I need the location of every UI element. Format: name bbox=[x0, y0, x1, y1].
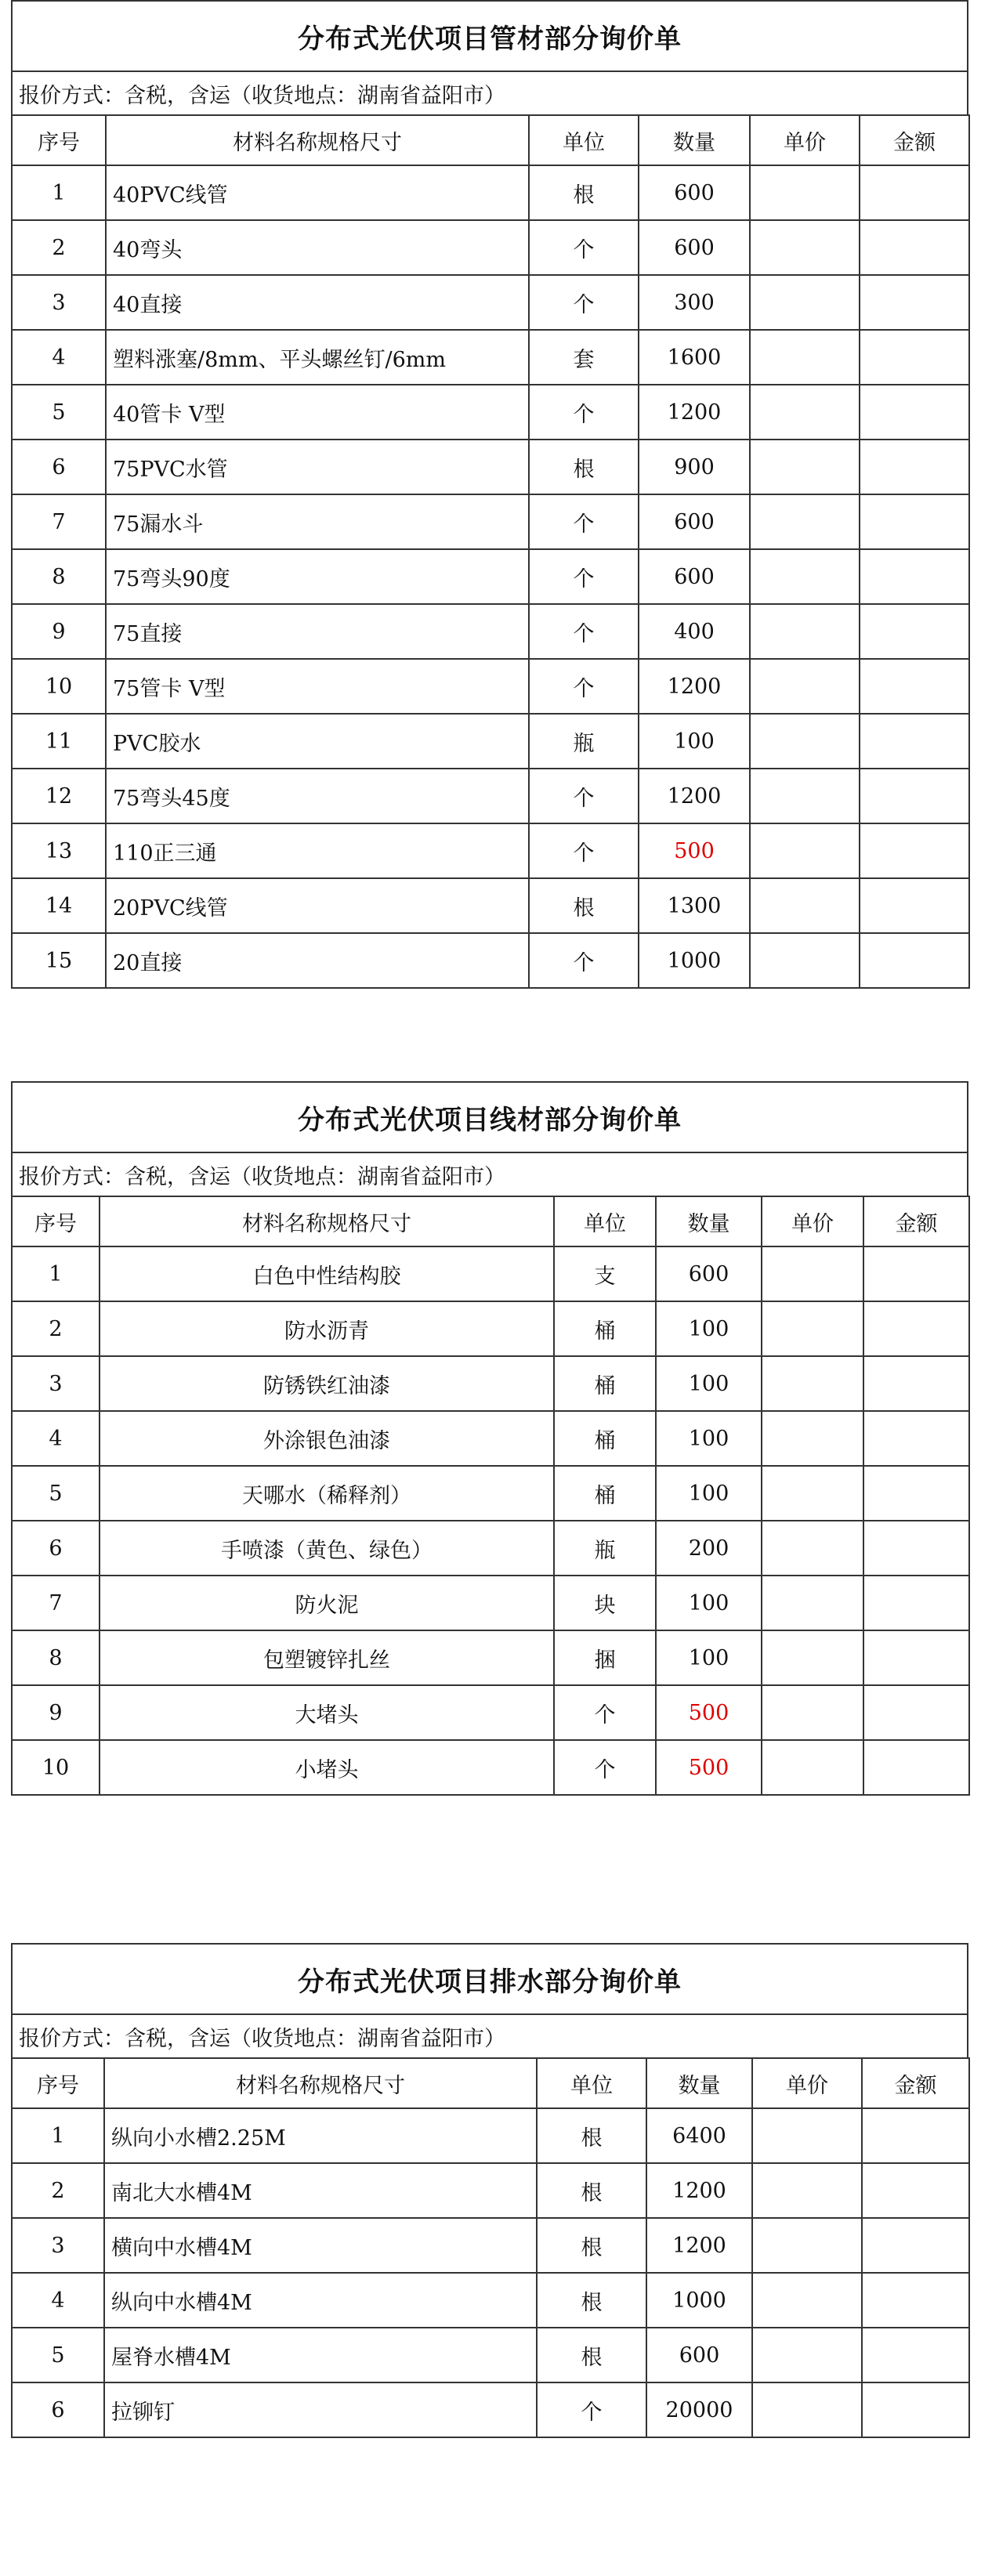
row-price bbox=[750, 769, 860, 823]
row-name: 防水沥青 bbox=[100, 1301, 554, 1356]
header-no: 序号 bbox=[12, 115, 106, 165]
row-price bbox=[750, 330, 860, 385]
wire-inquiry-sheet bbox=[11, 1081, 968, 1796]
row-qty: 1000 bbox=[646, 2273, 752, 2328]
row-no: 3 bbox=[12, 1356, 100, 1411]
row-price bbox=[750, 494, 860, 549]
row-qty: 1000 bbox=[639, 933, 750, 988]
row-qty: 20000 bbox=[646, 2382, 752, 2437]
row-amount bbox=[860, 385, 969, 440]
row-no: 2 bbox=[12, 1301, 100, 1356]
row-qty: 600 bbox=[656, 1246, 762, 1301]
row-amount bbox=[860, 440, 969, 494]
row-price bbox=[752, 2218, 862, 2273]
row-unit: 桶 bbox=[554, 1301, 656, 1356]
table-row bbox=[12, 440, 969, 494]
row-qty: 100 bbox=[656, 1630, 762, 1685]
row-qty: 1600 bbox=[639, 330, 750, 385]
table-row bbox=[12, 1576, 969, 1630]
row-amount bbox=[862, 2163, 969, 2218]
table-row bbox=[12, 714, 969, 769]
row-price bbox=[762, 1685, 863, 1740]
row-price bbox=[750, 385, 860, 440]
row-price bbox=[762, 1411, 863, 1466]
row-price bbox=[762, 1301, 863, 1356]
row-name: 40直接 bbox=[106, 275, 529, 330]
row-amount bbox=[860, 494, 969, 549]
row-name: 塑料涨塞/8mm、平头螺丝钉/6mm bbox=[106, 330, 529, 385]
row-unit: 根 bbox=[529, 440, 639, 494]
row-amount bbox=[860, 220, 969, 275]
row-name: 75管卡 V型 bbox=[106, 659, 529, 714]
table-row bbox=[12, 330, 969, 385]
table-row bbox=[12, 1740, 969, 1795]
row-amount bbox=[863, 1576, 969, 1630]
row-unit: 根 bbox=[537, 2273, 646, 2328]
row-name: 包塑镀锌扎丝 bbox=[100, 1630, 554, 1685]
row-price bbox=[762, 1246, 863, 1301]
row-no: 3 bbox=[12, 275, 106, 330]
row-unit: 个 bbox=[529, 769, 639, 823]
row-price bbox=[752, 2108, 862, 2163]
row-unit: 瓶 bbox=[529, 714, 639, 769]
table-row bbox=[12, 659, 969, 714]
row-qty: 100 bbox=[656, 1356, 762, 1411]
row-no: 2 bbox=[12, 220, 106, 275]
row-price bbox=[762, 1466, 863, 1521]
row-name: 白色中性结构胶 bbox=[100, 1246, 554, 1301]
sheet-title: 分布式光伏项目管材部分询价单 bbox=[11, 0, 968, 71]
row-price bbox=[762, 1521, 863, 1576]
table-row bbox=[12, 2108, 969, 2163]
row-amount bbox=[860, 330, 969, 385]
table-header-row bbox=[12, 115, 969, 165]
quote-terms: 报价方式：含税，含运（收货地点：湖南省益阳市） bbox=[11, 1152, 968, 1196]
row-amount bbox=[860, 275, 969, 330]
table-row bbox=[12, 1301, 969, 1356]
row-amount bbox=[860, 714, 969, 769]
row-qty: 600 bbox=[646, 2328, 752, 2382]
row-amount bbox=[860, 549, 969, 604]
table-row bbox=[12, 933, 969, 988]
row-no: 5 bbox=[12, 2328, 104, 2382]
row-qty: 600 bbox=[639, 220, 750, 275]
row-no: 5 bbox=[12, 385, 106, 440]
row-no: 7 bbox=[12, 494, 106, 549]
row-name: 110正三通 bbox=[106, 823, 529, 878]
row-qty: 1300 bbox=[639, 878, 750, 933]
table-header-row bbox=[12, 1196, 969, 1246]
row-no: 9 bbox=[12, 1685, 100, 1740]
table-row bbox=[12, 275, 969, 330]
row-price bbox=[752, 2273, 862, 2328]
row-qty: 100 bbox=[656, 1411, 762, 1466]
table-row bbox=[12, 494, 969, 549]
header-no: 序号 bbox=[12, 2058, 104, 2108]
row-unit: 个 bbox=[529, 604, 639, 659]
row-no: 13 bbox=[12, 823, 106, 878]
header-name: 材料名称规格尺寸 bbox=[106, 115, 529, 165]
row-unit: 根 bbox=[537, 2108, 646, 2163]
table-row bbox=[12, 1411, 969, 1466]
header-name: 材料名称规格尺寸 bbox=[100, 1196, 554, 1246]
row-no: 10 bbox=[12, 659, 106, 714]
row-qty: 1200 bbox=[639, 659, 750, 714]
row-qty: 600 bbox=[639, 165, 750, 220]
table-row bbox=[12, 1466, 969, 1521]
row-unit: 个 bbox=[529, 823, 639, 878]
quote-terms: 报价方式：含税，含运（收货地点：湖南省益阳市） bbox=[11, 2013, 968, 2057]
row-amount bbox=[860, 878, 969, 933]
row-unit: 个 bbox=[529, 220, 639, 275]
row-price bbox=[750, 659, 860, 714]
pipe-table bbox=[11, 114, 970, 989]
row-no: 3 bbox=[12, 2218, 104, 2273]
row-price bbox=[750, 165, 860, 220]
table-row bbox=[12, 604, 969, 659]
row-name: 20直接 bbox=[106, 933, 529, 988]
row-name: 防锈铁红油漆 bbox=[100, 1356, 554, 1411]
table-row bbox=[12, 2218, 969, 2273]
row-qty: 500 bbox=[639, 823, 750, 878]
row-no: 7 bbox=[12, 1576, 100, 1630]
row-qty: 500 bbox=[656, 1740, 762, 1795]
header-qty: 数量 bbox=[639, 115, 750, 165]
header-unit: 单位 bbox=[529, 115, 639, 165]
row-no: 4 bbox=[12, 330, 106, 385]
table-row bbox=[12, 1246, 969, 1301]
row-no: 14 bbox=[12, 878, 106, 933]
row-no: 4 bbox=[12, 1411, 100, 1466]
row-unit: 个 bbox=[529, 494, 639, 549]
row-amount bbox=[863, 1356, 969, 1411]
row-name: 75弯头90度 bbox=[106, 549, 529, 604]
row-no: 8 bbox=[12, 549, 106, 604]
sheet-title: 分布式光伏项目线材部分询价单 bbox=[11, 1081, 968, 1152]
row-no: 1 bbox=[12, 2108, 104, 2163]
row-unit: 个 bbox=[529, 933, 639, 988]
row-amount bbox=[863, 1246, 969, 1301]
row-qty: 100 bbox=[656, 1301, 762, 1356]
row-unit: 个 bbox=[537, 2382, 646, 2437]
row-price bbox=[762, 1740, 863, 1795]
table-body bbox=[12, 1246, 969, 1795]
header-no: 序号 bbox=[12, 1196, 100, 1246]
header-unit: 单位 bbox=[537, 2058, 646, 2108]
header-price: 单价 bbox=[762, 1196, 863, 1246]
wire-table bbox=[11, 1196, 970, 1796]
header-amount: 金额 bbox=[862, 2058, 969, 2108]
row-name: 拉铆钉 bbox=[104, 2382, 537, 2437]
row-name: 手喷漆（黄色、绿色） bbox=[100, 1521, 554, 1576]
row-unit: 个 bbox=[554, 1740, 656, 1795]
row-no: 2 bbox=[12, 2163, 104, 2218]
row-name: 防火泥 bbox=[100, 1576, 554, 1630]
row-price bbox=[750, 220, 860, 275]
row-amount bbox=[863, 1411, 969, 1466]
row-name: 大堵头 bbox=[100, 1685, 554, 1740]
row-name: 40PVC线管 bbox=[106, 165, 529, 220]
row-qty: 1200 bbox=[646, 2163, 752, 2218]
row-unit: 个 bbox=[529, 385, 639, 440]
table-row bbox=[12, 1356, 969, 1411]
row-qty: 100 bbox=[639, 714, 750, 769]
header-amount: 金额 bbox=[860, 115, 969, 165]
header-amount: 金额 bbox=[863, 1196, 969, 1246]
row-amount bbox=[862, 2273, 969, 2328]
row-name: 40弯头 bbox=[106, 220, 529, 275]
row-price bbox=[750, 549, 860, 604]
row-name: 小堵头 bbox=[100, 1740, 554, 1795]
header-qty: 数量 bbox=[646, 2058, 752, 2108]
row-amount bbox=[863, 1466, 969, 1521]
row-amount bbox=[863, 1301, 969, 1356]
row-qty: 1200 bbox=[639, 385, 750, 440]
row-amount bbox=[862, 2218, 969, 2273]
row-unit: 根 bbox=[537, 2328, 646, 2382]
drainage-table bbox=[11, 2057, 970, 2438]
table-row bbox=[12, 2273, 969, 2328]
row-qty: 1200 bbox=[639, 769, 750, 823]
table-row bbox=[12, 2328, 969, 2382]
row-no: 6 bbox=[12, 440, 106, 494]
table-body bbox=[12, 2108, 969, 2437]
row-no: 11 bbox=[12, 714, 106, 769]
row-unit: 套 bbox=[529, 330, 639, 385]
row-price bbox=[750, 275, 860, 330]
row-amount bbox=[862, 2382, 969, 2437]
row-no: 5 bbox=[12, 1466, 100, 1521]
row-name: 75PVC水管 bbox=[106, 440, 529, 494]
row-price bbox=[762, 1630, 863, 1685]
row-qty: 200 bbox=[656, 1521, 762, 1576]
row-qty: 600 bbox=[639, 549, 750, 604]
row-name: 南北大水槽4M bbox=[104, 2163, 537, 2218]
table-row bbox=[12, 1630, 969, 1685]
row-qty: 100 bbox=[656, 1466, 762, 1521]
row-amount bbox=[860, 165, 969, 220]
row-name: 40管卡 V型 bbox=[106, 385, 529, 440]
row-price bbox=[750, 933, 860, 988]
header-unit: 单位 bbox=[554, 1196, 656, 1246]
row-no: 8 bbox=[12, 1630, 100, 1685]
table-row bbox=[12, 385, 969, 440]
row-name: 纵向小水槽2.25M bbox=[104, 2108, 537, 2163]
row-price bbox=[750, 714, 860, 769]
row-amount bbox=[863, 1685, 969, 1740]
row-qty: 500 bbox=[656, 1685, 762, 1740]
row-unit: 桶 bbox=[554, 1356, 656, 1411]
row-no: 6 bbox=[12, 1521, 100, 1576]
row-name: 横向中水槽4M bbox=[104, 2218, 537, 2273]
table-row bbox=[12, 220, 969, 275]
row-amount bbox=[860, 769, 969, 823]
row-name: 75直接 bbox=[106, 604, 529, 659]
row-price bbox=[752, 2163, 862, 2218]
header-name: 材料名称规格尺寸 bbox=[104, 2058, 537, 2108]
table-row bbox=[12, 823, 969, 878]
row-qty: 6400 bbox=[646, 2108, 752, 2163]
table-header-row bbox=[12, 2058, 969, 2108]
row-name: 20PVC线管 bbox=[106, 878, 529, 933]
row-price bbox=[750, 823, 860, 878]
row-no: 4 bbox=[12, 2273, 104, 2328]
header-price: 单价 bbox=[752, 2058, 862, 2108]
row-unit: 根 bbox=[537, 2218, 646, 2273]
row-unit: 支 bbox=[554, 1246, 656, 1301]
row-unit: 根 bbox=[529, 165, 639, 220]
row-name: PVC胶水 bbox=[106, 714, 529, 769]
row-amount bbox=[863, 1740, 969, 1795]
row-price bbox=[750, 604, 860, 659]
drainage-inquiry-sheet bbox=[11, 1943, 968, 2438]
row-unit: 桶 bbox=[554, 1466, 656, 1521]
table-body bbox=[12, 165, 969, 988]
row-no: 12 bbox=[12, 769, 106, 823]
header-qty: 数量 bbox=[656, 1196, 762, 1246]
table-row bbox=[12, 2163, 969, 2218]
row-no: 10 bbox=[12, 1740, 100, 1795]
row-amount bbox=[863, 1630, 969, 1685]
row-price bbox=[752, 2328, 862, 2382]
row-qty: 100 bbox=[656, 1576, 762, 1630]
row-unit: 块 bbox=[554, 1576, 656, 1630]
row-name: 75漏水斗 bbox=[106, 494, 529, 549]
row-qty: 900 bbox=[639, 440, 750, 494]
header-price: 单价 bbox=[750, 115, 860, 165]
row-qty: 300 bbox=[639, 275, 750, 330]
row-name: 屋脊水槽4M bbox=[104, 2328, 537, 2382]
row-unit: 捆 bbox=[554, 1630, 656, 1685]
row-amount bbox=[863, 1521, 969, 1576]
row-amount bbox=[860, 604, 969, 659]
row-unit: 桶 bbox=[554, 1411, 656, 1466]
table-row bbox=[12, 549, 969, 604]
table-row bbox=[12, 1685, 969, 1740]
row-unit: 根 bbox=[529, 878, 639, 933]
row-amount bbox=[860, 823, 969, 878]
row-unit: 个 bbox=[554, 1685, 656, 1740]
row-unit: 个 bbox=[529, 659, 639, 714]
row-name: 天哪水（稀释剂） bbox=[100, 1466, 554, 1521]
row-unit: 根 bbox=[537, 2163, 646, 2218]
row-unit: 个 bbox=[529, 275, 639, 330]
row-price bbox=[752, 2382, 862, 2437]
table-row bbox=[12, 165, 969, 220]
row-price bbox=[750, 878, 860, 933]
row-price bbox=[762, 1356, 863, 1411]
row-no: 15 bbox=[12, 933, 106, 988]
row-no: 9 bbox=[12, 604, 106, 659]
row-name: 纵向中水槽4M bbox=[104, 2273, 537, 2328]
row-amount bbox=[860, 933, 969, 988]
table-row bbox=[12, 1521, 969, 1576]
table-row bbox=[12, 769, 969, 823]
row-amount bbox=[860, 659, 969, 714]
row-unit: 个 bbox=[529, 549, 639, 604]
table-row bbox=[12, 878, 969, 933]
row-qty: 400 bbox=[639, 604, 750, 659]
quote-terms: 报价方式：含税，含运（收货地点：湖南省益阳市） bbox=[11, 71, 968, 114]
table-row bbox=[12, 2382, 969, 2437]
sheet-title: 分布式光伏项目排水部分询价单 bbox=[11, 1943, 968, 2013]
row-no: 1 bbox=[12, 1246, 100, 1301]
row-name: 75弯头45度 bbox=[106, 769, 529, 823]
row-name: 外涂银色油漆 bbox=[100, 1411, 554, 1466]
row-amount bbox=[862, 2328, 969, 2382]
row-price bbox=[750, 440, 860, 494]
row-qty: 1200 bbox=[646, 2218, 752, 2273]
row-amount bbox=[862, 2108, 969, 2163]
row-price bbox=[762, 1576, 863, 1630]
row-no: 1 bbox=[12, 165, 106, 220]
row-qty: 600 bbox=[639, 494, 750, 549]
pipe-inquiry-sheet bbox=[11, 0, 968, 989]
row-no: 6 bbox=[12, 2382, 104, 2437]
row-unit: 瓶 bbox=[554, 1521, 656, 1576]
